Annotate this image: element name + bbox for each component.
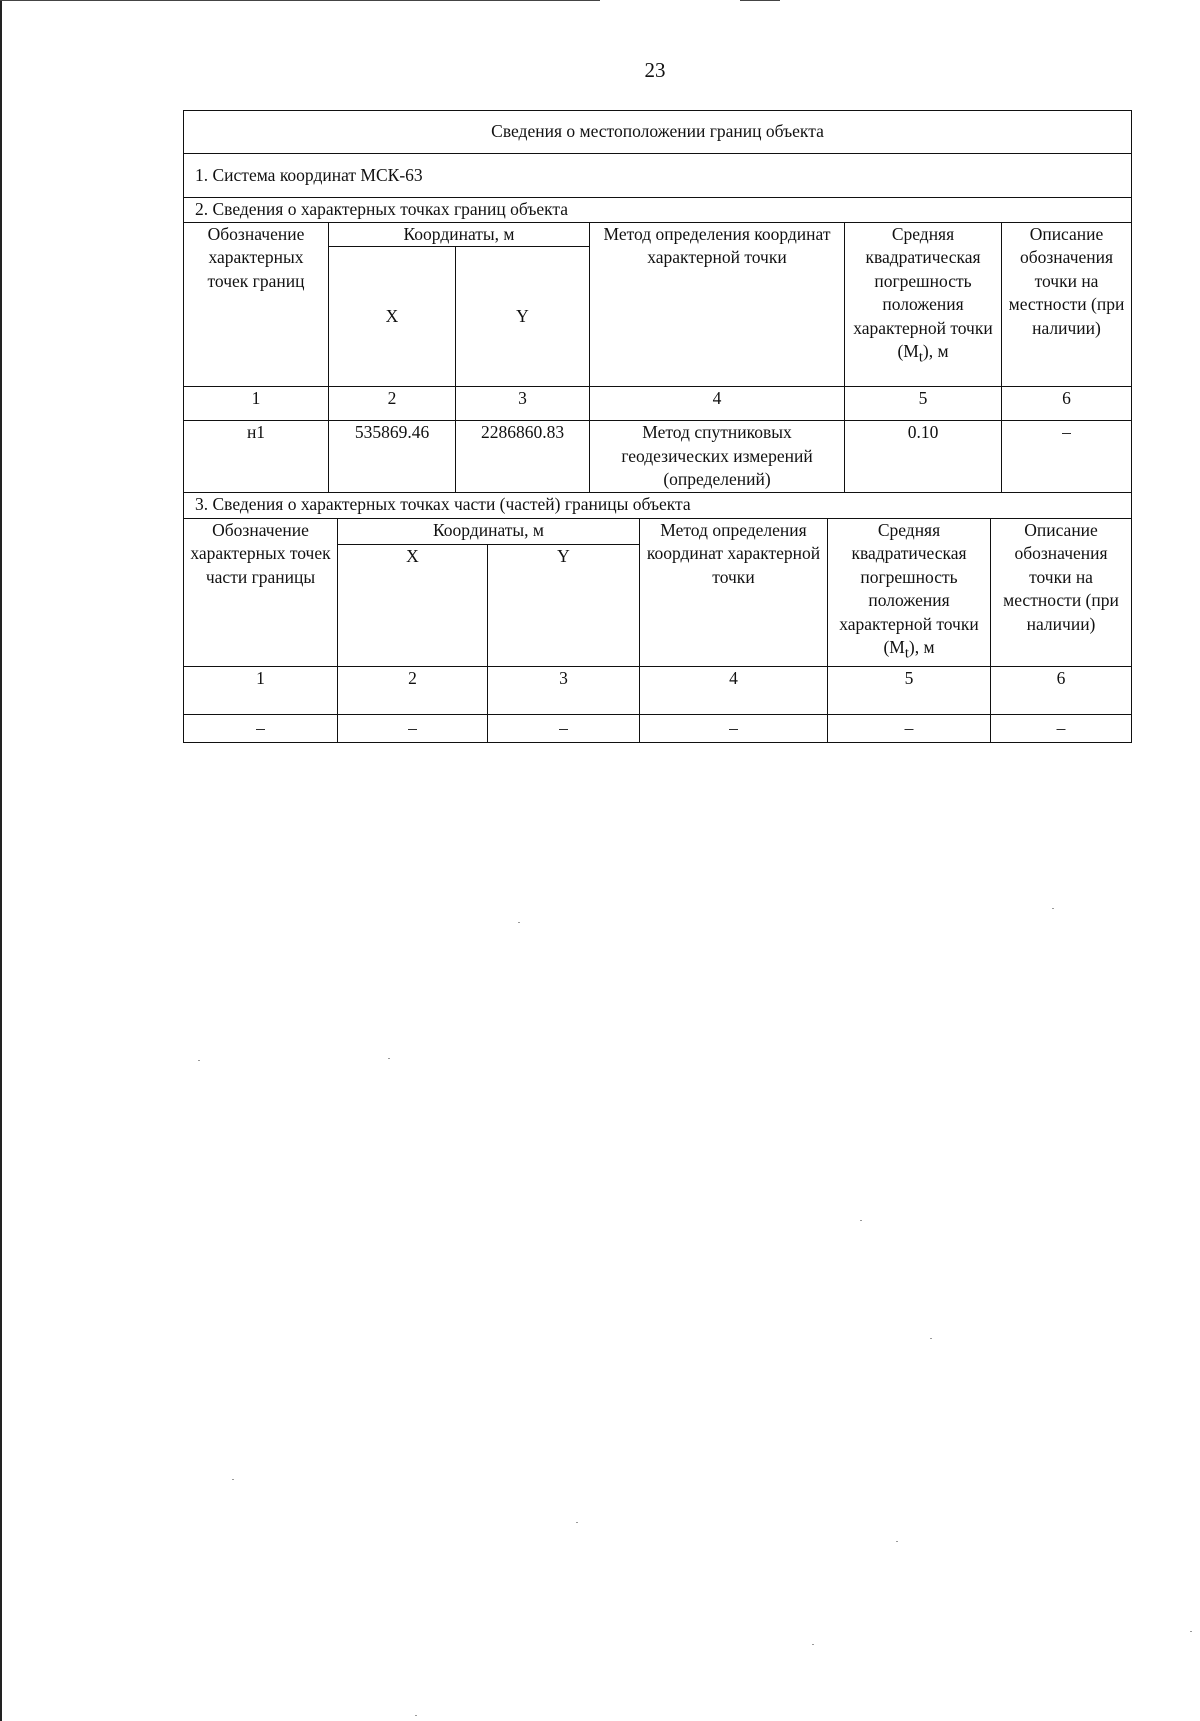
part-x: – <box>338 715 488 743</box>
point-error: 0.10 <box>845 421 1002 493</box>
coordinate-system: 1. Система координат МСК-63 <box>184 154 1132 198</box>
col-number: 5 <box>828 667 991 715</box>
part-method: – <box>640 715 828 743</box>
point-description: – <box>1002 421 1132 493</box>
header-y: Y <box>456 247 590 387</box>
scan-speck <box>232 1479 234 1480</box>
col-number: 5 <box>845 387 1002 421</box>
scan-speck <box>1190 1631 1192 1632</box>
scan-speck <box>860 1220 862 1221</box>
col-number: 1 <box>184 667 338 715</box>
scan-speck <box>518 922 520 923</box>
scan-speck <box>1052 908 1054 909</box>
header-description: Описание обозначения точки на местности (при наличии) <box>1002 222 1132 387</box>
part-description: – <box>991 715 1132 743</box>
header-method: Метод определения координат характерной точки <box>590 222 845 387</box>
part-designation: – <box>184 715 338 743</box>
scan-speck <box>930 1338 932 1339</box>
header-error-sub: t <box>918 349 923 366</box>
section2-title: 2. Сведения о характерных точках границ объекта <box>184 198 1132 223</box>
part-y: – <box>488 715 640 743</box>
header-description: Описание обозначения точки на местности (при наличии) <box>991 518 1132 667</box>
col-number: 1 <box>184 387 329 421</box>
header-method: Метод определения координат характерной точки <box>640 518 828 667</box>
header-error-text: Средняя квадратическая погрешность положения характерной точки (M <box>839 519 979 657</box>
header-y: Y <box>488 544 640 666</box>
header-coords: Координаты, м <box>338 518 640 544</box>
scan-edge-top-fragment <box>740 0 780 1</box>
header-error-text: Средняя квадратическая погрешность положения характерной точки (M <box>853 223 993 361</box>
section3-title: 3. Сведения о характерных точках части (частей) границы объекта <box>184 493 1132 518</box>
header-error <box>845 222 1002 387</box>
col-number: 6 <box>1002 387 1132 421</box>
point-x: 535869.46 <box>329 421 456 493</box>
col-number: 4 <box>640 667 828 715</box>
header-error <box>828 518 991 667</box>
boundary-table-part2 <box>183 493 1132 743</box>
header-x: X <box>329 247 456 387</box>
col-number: 3 <box>456 387 590 421</box>
scan-edge <box>0 0 2 1721</box>
part-error: – <box>828 715 991 743</box>
scan-speck <box>198 1060 200 1061</box>
header-error-tail: ), м <box>922 341 949 361</box>
scan-speck <box>896 1541 898 1542</box>
scan-speck <box>388 1058 390 1059</box>
header-error-tail: ), м <box>908 637 935 657</box>
scan-speck <box>576 1522 578 1523</box>
table-title: Сведения о местоположении границ объекта <box>184 111 1132 154</box>
header-x: X <box>338 544 488 666</box>
col-number: 2 <box>338 667 488 715</box>
scan-speck <box>415 1715 417 1716</box>
header-designation: Обозначение характерных точек границ <box>184 222 329 387</box>
point-designation: н1 <box>184 421 329 493</box>
page-number: 23 <box>644 58 666 82</box>
point-method: Метод спутниковых геодезических измерений (определений) <box>590 421 845 493</box>
boundary-table-part1 <box>183 110 1132 493</box>
col-number: 6 <box>991 667 1132 715</box>
point-y: 2286860.83 <box>456 421 590 493</box>
col-number: 3 <box>488 667 640 715</box>
header-error-sub: t <box>904 645 909 662</box>
header-designation: Обозначение характерных точек части границы <box>184 518 338 667</box>
col-number: 4 <box>590 387 845 421</box>
scan-edge-top <box>0 0 600 1</box>
header-coords: Координаты, м <box>329 222 590 247</box>
col-number: 2 <box>329 387 456 421</box>
scan-speck <box>812 1644 814 1645</box>
